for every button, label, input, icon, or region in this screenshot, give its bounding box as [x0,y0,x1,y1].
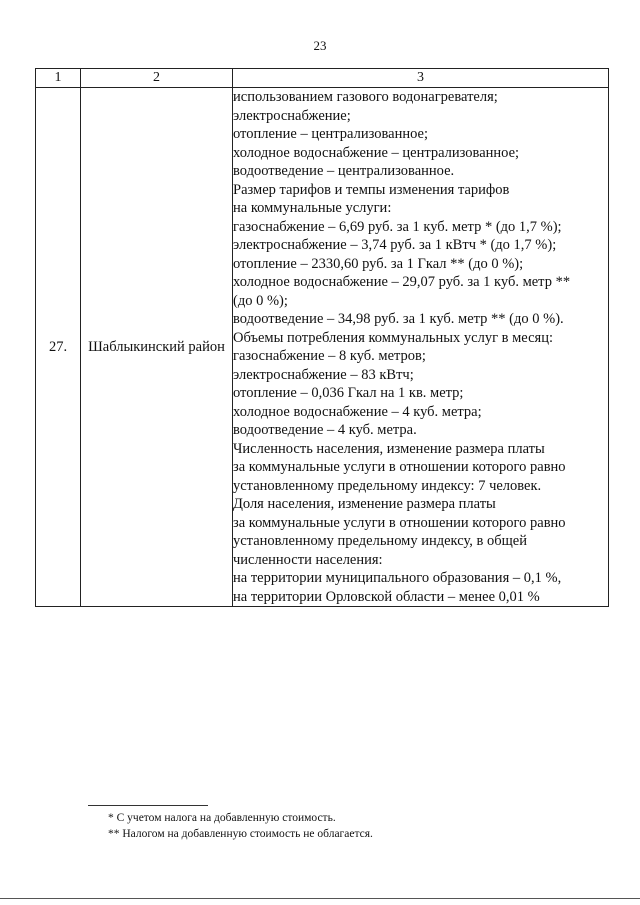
detail-line: Численность населения, изменение размера платы [233,440,545,457]
detail-line: за коммунальные услуги в отношении которого равно [233,459,566,475]
tariff-details [233,88,609,607]
detail-line: на территории Орловской области – менее 0,01 % [233,588,540,605]
footnote-vat-included: * С учетом налога на добавленную стоимость. [108,812,336,824]
detail-line: на территории муниципального образования – 0,1 %, [233,570,562,586]
detail-line: Размер тарифов и темпы изменения тарифов [233,181,510,198]
detail-line: водоотведение – 34,98 руб. за 1 куб. метр ** (до 0 %). [233,311,564,327]
detail-line: электроснабжение; [233,107,351,124]
footnote-divider [88,805,208,806]
table-row [36,88,609,607]
detail-line: электроснабжение – 3,74 руб. за 1 кВтч * (до 1,7 %); [233,237,557,253]
column-header-1: 1 [36,69,81,88]
detail-line: Объемы потребления коммунальных услуг в месяц: [233,329,553,346]
detail-line: электроснабжение – 83 кВтч; [233,366,414,383]
tariff-table [35,68,609,607]
detail-line: водоотведение – централизованное. [233,163,455,179]
row-number: 27. [36,88,81,607]
detail-line: холодное водоснабжение – 29,07 руб. за 1 куб. метр ** [233,274,571,290]
detail-line: газоснабжение – 6,69 руб. за 1 куб. метр * (до 1,7 %); [233,218,562,235]
detail-line: отопление – 0,036 Гкал на 1 кв. метр; [233,385,464,401]
detail-line: Доля населения, изменение размера платы [233,496,496,512]
footnote-vat-exempt: ** Налогом на добавленную стоимость не облагается. [108,828,373,840]
detail-line: газоснабжение – 8 куб. метров; [233,348,426,364]
detail-line: на коммунальные услуги: [233,200,392,216]
detail-line: использованием газового водонагревателя; [233,89,498,105]
detail-line: водоотведение – 4 куб. метра. [233,422,417,438]
detail-line: отопление – централизованное; [233,126,429,142]
detail-line: отопление – 2330,60 руб. за 1 Гкал ** (до 0 %); [233,255,524,272]
detail-line: установленному предельному индексу: 7 человек. [233,477,542,494]
detail-line: установленному предельному индексу, в общей [233,533,527,549]
footnotes [108,810,373,842]
detail-line: за коммунальные услуги в отношении которого равно [233,514,566,531]
district-name: Шаблыкинский район [81,88,233,607]
detail-line: численности населения: [233,551,383,568]
page-bottom-edge [0,898,640,899]
page-number: 23 [313,38,327,53]
table-header-row [36,69,609,88]
column-header-2: 2 [81,69,233,88]
detail-line: холодное водоснабжение – централизованное; [233,144,520,161]
column-header-3: 3 [233,69,609,88]
detail-line: (до 0 %); [233,292,288,309]
detail-line: холодное водоснабжение – 4 куб. метра; [233,403,482,420]
